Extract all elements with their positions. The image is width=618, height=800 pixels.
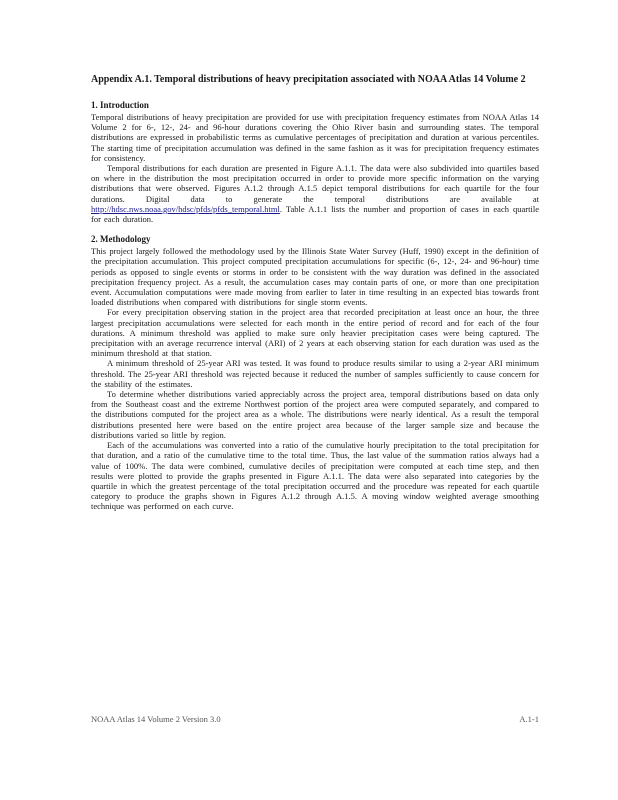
- page-footer: [91, 714, 539, 724]
- methodology-section: [91, 234, 539, 511]
- methodology-paragraph-5: Each of the accumulations was converted into a ratio of the cumulative hourly precipitation to the total precipitation for that duration, and a ratio of the cumulative time to the total time. Thus, the last value of the summation ratios always had a value of 100%. The data were combined, cumulative deciles of precipitation were computed at each time step, and then results were plotted to provide the graphs presented in Figure A.1.1. The data were also separated into categories by the quartile in which the greatest percentage of the total precipitation occurred and the procedure was repeated for each quartile category to produce the graphs shown in Figures A.1.2 through A.1.5. A moving window weighted average smoothing technique was performed on each curve.: [91, 440, 539, 512]
- methodology-paragraph-2: For every precipitation observing station in the project area that recorded precipitation at least once an hour, the three largest precipitation accumulations were selected for each month in the entire period of record and for each of the four durations. A minimum threshold was applied to make sure only heavier precipitation cases were being captured. The precipitation with an average recurrence interval (ARI) of 2 years at each observing station for each duration was used as the minimum threshold at that station.: [91, 307, 539, 359]
- methodology-paragraph-3: A minimum threshold of 25-year ARI was tested. It was found to produce results similar to using a 2-year ARI minimum threshold. The 25-year ARI threshold was rejected because it reduced the number of samples sufficiently to cause concern for the stability of the estimates.: [91, 358, 539, 389]
- methodology-paragraph-4: To determine whether distributions varied appreciably across the project area, temporal distributions based on data only from the Southeast coast and the extreme Northwest portion of the project area were computed separately, and compared to the distributions computed for the project area as a whole. The distributions were nearly identical. As a result the temporal distributions presented here were based on the entire project area because of the larger sample size and because the distributions varied so little by region.: [91, 389, 539, 440]
- methodology-heading: 2. Methodology: [91, 234, 151, 245]
- introduction-heading: 1. Introduction: [91, 100, 149, 110]
- introduction-paragraph-2: [91, 163, 539, 224]
- methodology-paragraph-1: This project largely followed the methodology used by the Illinois State Water Survey (Huff, 1990) except in the definition of the precipitation accumulation. This project computed precipitation accumulations for specific (6-, 12-, 24- and 96-hour) time periods as opposed to single events or storms in order to be consistent with the way duration was defined in the associated precipitation frequency project. As a result, the accumulation cases may contain parts of one, or more than one precipitation event. Accumulation computations were made moving from earlier to later in time resulting in an expected bias towards front loaded distributions when compared with distributions for single storm events.: [91, 246, 539, 308]
- page-content: [91, 74, 539, 512]
- appendix-title: Appendix A.1. Temporal distributions of heavy precipitation associated with NOAA Atlas 14 Volume 2: [91, 74, 526, 85]
- temporal-data-link[interactable]: http://hdsc.nws.noaa.gov/hdsc/pfds/pfds_temporal.html: [91, 203, 280, 214]
- footer-page-number: A.1-1: [519, 714, 539, 724]
- introduction-paragraph-2-tail: . Table A.1.1 lists the number and proportion of cases in each quartile for each duration.: [91, 203, 539, 225]
- introduction-section: [91, 100, 539, 224]
- footer-document-name: NOAA Atlas 14 Volume 2 Version 3.0: [91, 714, 221, 724]
- introduction-paragraph-2-text: Temporal distributions for each duration are presented in Figure A.1.1. The data were also subdivided into quartiles based on where in the distribution the most precipitation occurred in order to provide more specific information on the varying distributions that were observed. Figures A.1.2 through A.1.5 depict temporal distributions for each quartile for the four durations. Digital data to generate the temporal distributions are available at: [91, 163, 539, 204]
- introduction-paragraph-1: Temporal distributions of heavy precipitation are provided for use with precipitation frequency estimates from NOAA Atlas 14 Volume 2 for 6-, 12-, 24- and 96-hour durations covering the Ohio River basin and surrounding states. The temporal distributions are expressed in probabilistic terms as cumulative percentages of precipitation and duration at various percentiles. The starting time of precipitation accumulation was defined in the same fashion as it was for precipitation frequency estimates for consistency.: [91, 112, 539, 163]
